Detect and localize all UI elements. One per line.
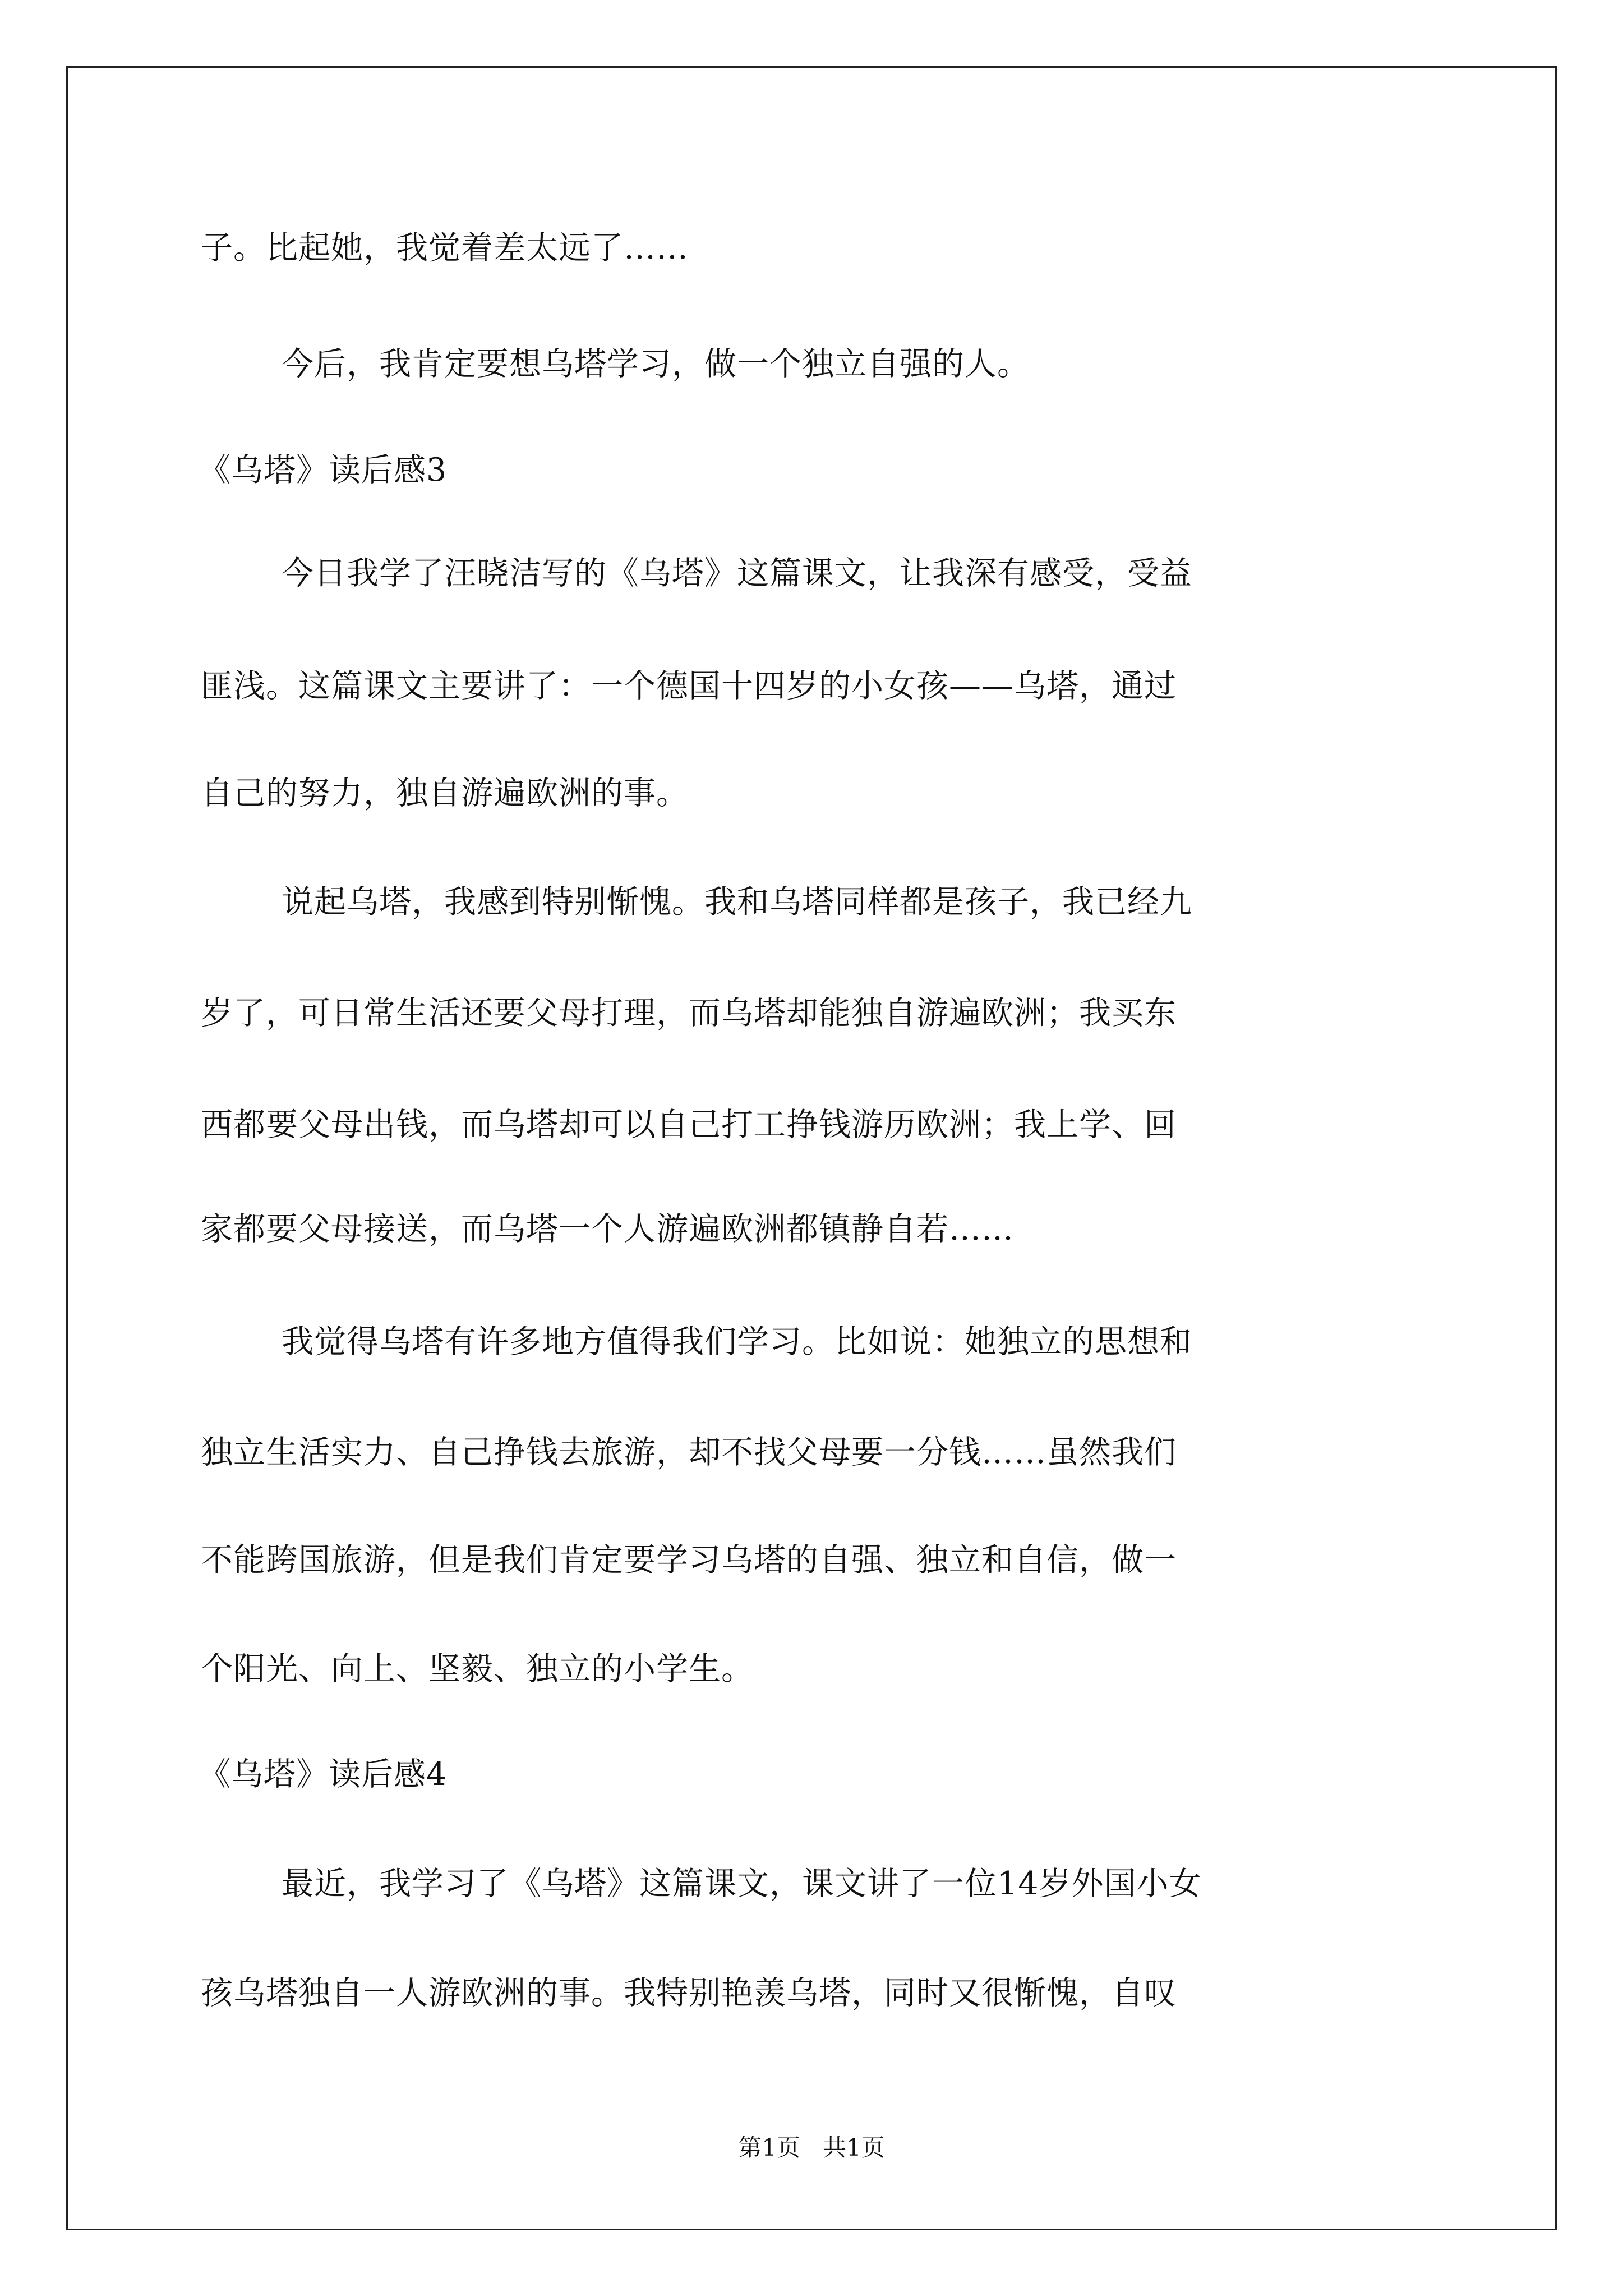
paragraph-line: 最近，我学习了《乌塔》这篇课文，课文讲了一位14岁外国小女: [282, 1865, 1202, 1902]
paragraph-line: 孩乌塔独自一人游欧洲的事。我特别艳羡乌塔，同时又很惭愧，自叹: [201, 1975, 1177, 2012]
paragraph-line: 独立生活实力、自己挣钱去旅游，却不找父母要一分钱……虽然我们: [201, 1434, 1177, 1471]
paragraph-line: 自己的努力，独自游遍欧洲的事。: [201, 775, 689, 812]
paragraph-line: 个阳光、向上、坚毅、独立的小学生。: [201, 1650, 754, 1687]
page-number-footer: 第1页 共1页: [738, 2134, 885, 2161]
paragraph-line: 说起乌塔，我感到特别惭愧。我和乌塔同样都是孩子，我已经九: [282, 884, 1192, 921]
paragraph-line: 家都要父母接送，而乌塔一个人游遍欧洲都镇静自若……: [201, 1211, 1014, 1248]
paragraph-line: 西都要父母出钱，而乌塔却可以自己打工挣钱游历欧洲；我上学、回: [201, 1106, 1177, 1143]
section-heading: 《乌塔》读后感3: [199, 452, 448, 489]
paragraph-line: 我觉得乌塔有许多地方值得我们学习。比如说：她独立的思想和: [282, 1323, 1192, 1360]
paragraph-line: 子。比起她，我觉着差太远了……: [201, 229, 689, 266]
paragraph-line: 匪浅。这篇课文主要讲了：一个德国十四岁的小女孩——乌塔，通过: [201, 668, 1177, 705]
page-border: [66, 66, 1557, 2230]
paragraph-line: 今后，我肯定要想乌塔学习，做一个独立自强的人。: [282, 346, 1030, 383]
paragraph-line: 不能跨国旅游，但是我们肯定要学习乌塔的自强、独立和自信，做一: [201, 1542, 1177, 1579]
section-heading: 《乌塔》读后感4: [199, 1756, 448, 1793]
paragraph-line: 岁了，可日常生活还要父母打理，而乌塔却能独自游遍欧洲；我买东: [201, 995, 1177, 1032]
paragraph-line: 今日我学了汪晓洁写的《乌塔》这篇课文，让我深有感受，受益: [282, 555, 1192, 592]
